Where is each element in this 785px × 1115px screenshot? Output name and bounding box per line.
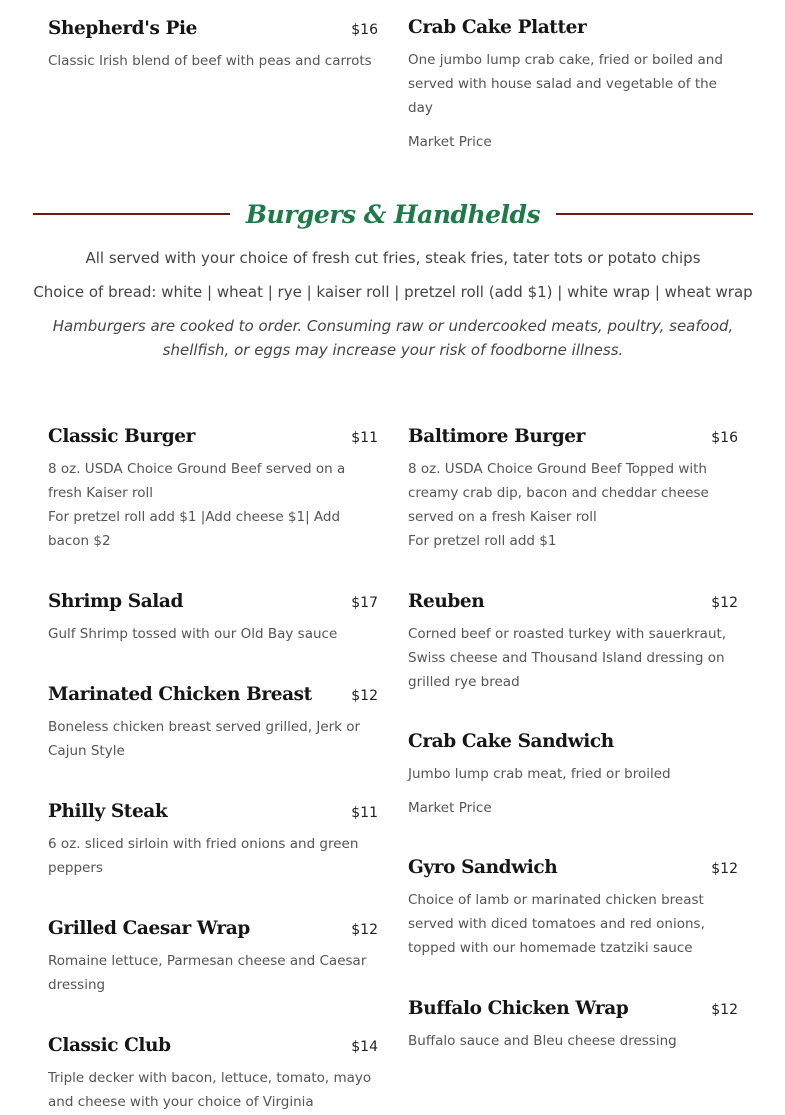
menu-item-name: Philly Steak [48,801,168,822]
menu-item [408,17,738,154]
description-line: Buffalo sauce and Bleu cheese dressing [408,1033,677,1049]
description-line: Romaine lettuce, Parmesan cheese and Caesar dressing [48,953,367,993]
menu-item-header [408,998,738,1019]
menu-item-header [408,17,738,38]
sides-note: All served with your choice of fresh cut fries, steak fries, tater tots or potato chips [85,249,701,267]
menu-item-price: $12 [711,1002,738,1018]
menu-item [48,801,378,880]
description-line: Classic Irish blend of beef with peas and carrots [48,53,372,69]
food-safety-disclaimer: Hamburgers are cooked to order. Consuming raw or undercooked meats, poultry, seafood, shellfish, or eggs may increase your risk of foodborne illness. [52,317,734,359]
bread-note: Choice of bread: white | wheat | rye | kaiser roll | pretzel roll (add $1) | white wrap | wheat wrap [33,283,753,301]
divider-right [556,213,753,215]
description-line: For pretzel roll add $1 |Add cheese $1| Add bacon $2 [48,509,341,549]
menu-item [48,426,378,553]
menu-item-name: Shepherd's Pie [48,18,198,39]
menu-item-price: $12 [711,595,738,611]
menu-item-description [408,762,738,786]
description-line: 6 oz. sliced sirloin with fried onions and green peppers [48,836,359,876]
menu-item-price: $12 [351,688,378,704]
menu-item [408,731,738,820]
menu-item-price: $11 [351,430,378,446]
menu-item-description [48,622,378,646]
menu-item-name: Marinated Chicken Breast [48,684,312,705]
menu-item-header [48,1035,378,1056]
description-line: 8 oz. USDA Choice Ground Beef Topped with creamy crab dip, bacon and cheddar cheese served on a fresh Kaiser roll [408,461,709,525]
menu-item [48,18,378,73]
menu-item-name: Classic Burger [48,426,195,447]
menu-item-header [48,684,378,705]
description-line: For pretzel roll add $1 [408,533,557,549]
menu-item-name: Buffalo Chicken Wrap [408,998,629,1019]
menu-item-header [408,857,738,878]
description-line: One jumbo lump crab cake, fried or boiled and served with house salad and vegetable of the day [408,52,723,116]
menu-item-description [48,457,378,553]
menu-item [48,591,378,646]
menu-item [408,857,738,960]
section-title: Burgers & Handhelds [245,199,541,229]
divider-left [33,213,230,215]
menu-item-header [408,426,738,447]
menu-item-price: $17 [351,595,378,611]
menu-item [408,998,738,1053]
menu-item-header [48,18,378,39]
description-line: Corned beef or roasted turkey with sauerkraut, Swiss cheese and Thousand Island dressing on grilled rye bread [408,626,727,690]
menu-item-name: Reuben [408,591,485,612]
menu-item-header [48,426,378,447]
section-heading [33,192,753,236]
menu-item-description [48,49,378,73]
menu-item-description [48,949,378,997]
menu-item-name: Crab Cake Platter [408,17,587,38]
menu-item [408,426,738,553]
description-line: Triple decker with bacon, lettuce, tomato, mayo and cheese with your choice of Virginia [48,1070,372,1110]
menu-item [48,684,378,763]
menu-item-header [48,918,378,939]
menu-item-price: $12 [711,861,738,877]
market-price: Market Price [408,800,492,816]
description-line: Boneless chicken breast served grilled, Jerk or Cajun Style [48,719,361,759]
menu-item-name: Shrimp Salad [48,591,184,612]
description-line: Gulf Shrimp tossed with our Old Bay sauce [48,626,338,642]
menu-item-description [48,715,378,763]
menu-item-name: Gyro Sandwich [408,857,558,878]
menu-item [48,918,378,997]
menu-item-name: Crab Cake Sandwich [408,731,614,752]
menu-item [48,1035,378,1114]
menu-item-name: Grilled Caesar Wrap [48,918,250,939]
menu-item-price: $14 [351,1039,378,1055]
menu-item-price: $11 [351,805,378,821]
menu-item-description [48,832,378,880]
section-notes [33,246,753,372]
menu-item-description [408,457,738,553]
menu-item-header [408,591,738,612]
menu-item-description [408,48,738,120]
menu-item-price: $12 [351,922,378,938]
menu-item-price: $16 [711,430,738,446]
menu-item-description [408,622,738,694]
menu-item-header [48,591,378,612]
menu-item-description [408,1029,738,1053]
menu-item-header [48,801,378,822]
description-line: Jumbo lump crab meat, fried or broiled [408,766,671,782]
menu-item-price: $16 [351,22,378,38]
market-price: Market Price [408,134,492,150]
menu-item-name: Classic Club [48,1035,171,1056]
menu-item-description [408,888,738,960]
menu-item-description [48,1066,378,1114]
description-line: 8 oz. USDA Choice Ground Beef served on a fresh Kaiser roll [48,461,346,501]
menu-item [408,591,738,694]
description-line: Choice of lamb or marinated chicken breast served with diced tomatoes and red onions, topped with our homemade tzatziki sauce [408,892,705,956]
menu-item-header [408,731,738,752]
menu-item-name: Baltimore Burger [408,426,585,447]
